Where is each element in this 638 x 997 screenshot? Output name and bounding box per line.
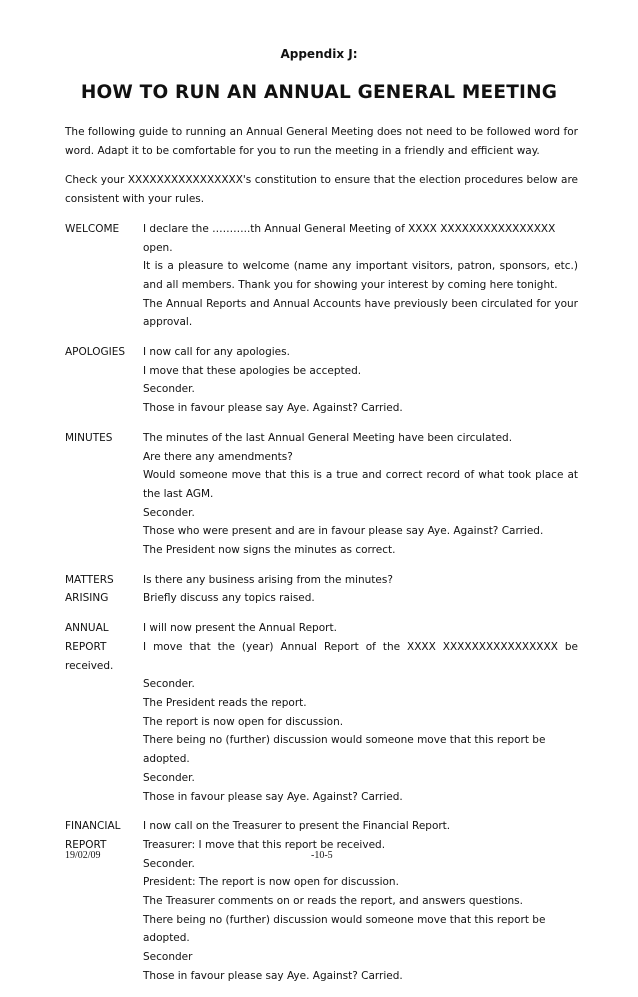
section-line: The President reads the report.: [143, 696, 307, 709]
footer-page-number: -10-5: [311, 850, 333, 861]
section-annual-report: [65, 619, 578, 806]
constitution-paragraph: Check your XXXXXXXXXXXXXXXX's constitution to ensure that the election procedures below are consistent with your rules.: [65, 174, 578, 206]
section-body: [143, 429, 578, 560]
section-matters-arising: [65, 571, 578, 608]
section-body: [143, 343, 578, 418]
section-line: I now call on the Treasurer to present the Financial Report.: [143, 820, 451, 833]
section-label: [65, 817, 143, 985]
section-line: It is a pleasure to welcome (name any important visitors, patron, sponsors, etc.) and all members. Thank you for showing your interest by coming here tonight.: [143, 260, 578, 291]
section-apologies: [65, 343, 578, 418]
section-line: I move that these apologies be accepted.: [143, 364, 362, 377]
section-label-line: MATTERS: [65, 573, 114, 586]
section-minutes: [65, 429, 578, 560]
section-line: Briefly discuss any topics raised.: [143, 592, 315, 605]
section-line: Seconder: [143, 951, 193, 964]
section-line: I will now present the Annual Report.: [143, 622, 337, 635]
section-label-line: WELCOME: [65, 222, 120, 235]
section-label: [65, 571, 143, 608]
page-title: HOW TO RUN AN ANNUAL GENERAL MEETING: [80, 82, 558, 103]
section-line: Seconder.: [143, 857, 195, 870]
section-label-line: REPORT: [65, 838, 107, 851]
section-line: There being no (further) discussion would someone move that this report be adopted.: [143, 734, 546, 766]
section-label-line: received.: [65, 659, 114, 672]
section-label-line: ARISING: [65, 592, 109, 605]
section-line: The Annual Reports and Annual Accounts have previously been circulated for your approval.: [143, 297, 578, 329]
section-body: [143, 817, 578, 985]
section-line: I move that the (year) Annual Report of the XXXX XXXXXXXXXXXXXXXX be: [143, 640, 578, 653]
section-label: [65, 619, 143, 806]
section-line: The minutes of the last Annual General Meeting have been circulated.: [143, 431, 513, 444]
section-line: [143, 657, 578, 676]
section-label: [65, 220, 143, 332]
section-line: Seconder.: [143, 383, 195, 396]
section-label-line: APOLOGIES: [65, 346, 126, 359]
section-line: Would someone move that this is a true and correct record of what took place at the last AGM.: [143, 469, 578, 500]
section-line: I declare the ………..th Annual General Meeting of XXXX XXXXXXXXXXXXXXXX open.: [143, 222, 556, 254]
section-line: Those in favour please say Aye. Against? Carried.: [143, 402, 403, 415]
section-line: The President now signs the minutes as correct.: [143, 544, 396, 557]
section-label: [65, 429, 143, 560]
section-label-line: MINUTES: [65, 431, 113, 444]
section-line: Those in favour please say Aye. Against? Carried.: [143, 790, 403, 803]
section-body: [143, 619, 578, 806]
section-line: Seconder.: [143, 678, 195, 691]
intro-paragraph: The following guide to running an Annual General Meeting does not need to be followed word for word. Adapt it to be comfortable for you to run the meeting in a friendly and efficient way.: [65, 126, 578, 157]
section-line: Those who were present and are in favour please say Aye. Against? Carried.: [143, 525, 544, 538]
section-financial-report: [65, 817, 578, 985]
section-line: Seconder.: [143, 771, 195, 784]
section-body: [143, 220, 578, 332]
appendix-heading: Appendix J:: [280, 47, 358, 61]
section-body: [143, 571, 578, 608]
section-line: Is there any business arising from the minutes?: [143, 573, 393, 586]
section-label-line: FINANCIAL: [65, 820, 121, 833]
section-line: Are there any amendments?: [143, 450, 293, 463]
section-line: President: The report is now open for discussion.: [143, 876, 399, 889]
section-line: The report is now open for discussion.: [143, 715, 344, 728]
footer-date: 19/02/09: [65, 850, 101, 861]
section-label-line: REPORT: [65, 640, 107, 653]
section-welcome: [65, 220, 578, 332]
section-label: [65, 343, 143, 418]
section-line: The Treasurer comments on or reads the report, and answers questions.: [143, 895, 523, 908]
section-label-line: ANNUAL: [65, 622, 109, 635]
section-line: Those in favour please say Aye. Against? Carried.: [143, 969, 403, 982]
section-line: Treasurer: I move that this report be received.: [143, 838, 386, 851]
section-line: Seconder.: [143, 506, 195, 519]
section-line: There being no (further) discussion would someone move that this report be adopted.: [143, 913, 546, 945]
section-line: I now call for any apologies.: [143, 346, 290, 359]
document-body: [65, 123, 578, 997]
